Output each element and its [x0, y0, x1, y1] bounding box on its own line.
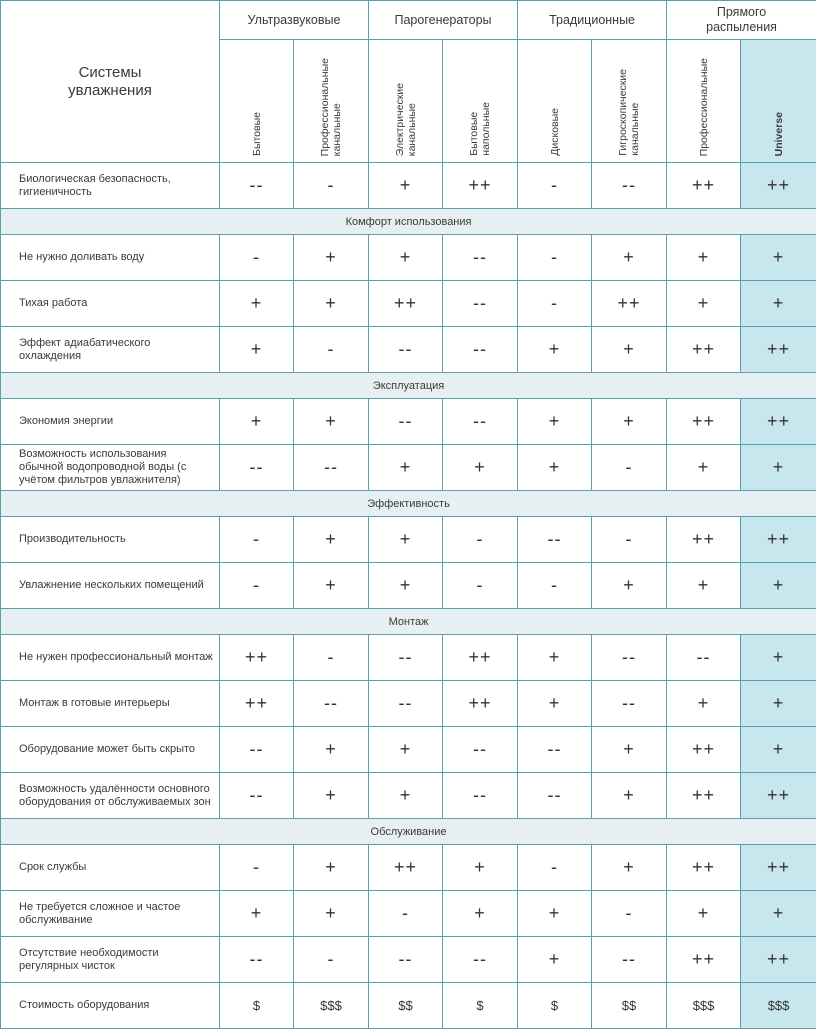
row-label: Не нужен профессиональный монтаж: [1, 635, 220, 681]
section-title: Обслуживание: [1, 819, 816, 845]
group-header-2: Парогенераторы: [369, 1, 518, 40]
rating-cell: +: [369, 445, 443, 491]
rating-cell: +: [518, 445, 592, 491]
rating-cell: --: [592, 163, 667, 209]
table-row: [1, 445, 816, 491]
row-label: Биологическая безопасность, гигиеничность: [1, 163, 220, 209]
rating-cell: -: [518, 281, 592, 327]
rating-cell: +: [741, 891, 816, 937]
rating-cell: $: [220, 983, 294, 1029]
column-header-6: [592, 40, 667, 163]
rating-cell: --: [592, 681, 667, 727]
rating-cell: $: [518, 983, 592, 1029]
rating-cell: +: [667, 891, 741, 937]
rating-cell: ++: [667, 327, 741, 373]
column-header-label: Профессиональные: [698, 58, 710, 156]
column-header-1: [220, 40, 294, 163]
rating-cell: ++: [667, 517, 741, 563]
rating-cell: +: [741, 563, 816, 609]
rating-cell: ++: [592, 281, 667, 327]
rating-cell: +: [741, 681, 816, 727]
section-row: [1, 491, 816, 517]
rating-cell: +: [294, 563, 369, 609]
rating-cell: +: [741, 235, 816, 281]
rating-cell: -: [518, 235, 592, 281]
column-header-5: [518, 40, 592, 163]
column-header-4: [443, 40, 518, 163]
column-header-label: Бытовые напольные: [468, 102, 492, 156]
rating-cell: ++: [741, 517, 816, 563]
rating-cell: --: [667, 635, 741, 681]
row-label: Эффект адиабатического охлаждения: [1, 327, 220, 373]
column-header-3: [369, 40, 443, 163]
rating-cell: -: [592, 891, 667, 937]
section-row: [1, 609, 816, 635]
column-header-label: Электрические канальные: [394, 83, 418, 156]
table-row: [1, 727, 816, 773]
section-row: [1, 373, 816, 399]
rating-cell: +: [443, 891, 518, 937]
rating-cell: --: [369, 399, 443, 445]
rating-cell: +: [369, 773, 443, 819]
rating-cell: +: [294, 845, 369, 891]
row-label: Срок службы: [1, 845, 220, 891]
rating-cell: +: [220, 891, 294, 937]
table-row: [1, 635, 816, 681]
rating-cell: --: [592, 635, 667, 681]
row-label: Стоимость оборудования: [1, 983, 220, 1029]
rating-cell: --: [220, 937, 294, 983]
rating-cell: -: [294, 635, 369, 681]
rating-cell: ++: [667, 845, 741, 891]
rating-cell: ++: [741, 163, 816, 209]
rating-cell: +: [667, 281, 741, 327]
rating-cell: --: [294, 445, 369, 491]
rating-cell: ++: [443, 635, 518, 681]
rating-cell: --: [443, 235, 518, 281]
table-row: [1, 845, 816, 891]
rating-cell: +: [294, 517, 369, 563]
section-title: Эксплуатация: [1, 373, 816, 399]
table-row: [1, 563, 816, 609]
row-label: Монтаж в готовые интерьеры: [1, 681, 220, 727]
table-row: [1, 235, 816, 281]
rating-cell: --: [369, 681, 443, 727]
rating-cell: $$$: [294, 983, 369, 1029]
rating-cell: +: [294, 773, 369, 819]
rating-cell: +: [741, 635, 816, 681]
rating-cell: ++: [369, 845, 443, 891]
rating-cell: --: [220, 163, 294, 209]
rating-cell: +: [220, 399, 294, 445]
rating-cell: +: [294, 399, 369, 445]
table-row: [1, 327, 816, 373]
rating-cell: -: [369, 891, 443, 937]
rating-cell: $$$: [741, 983, 816, 1029]
column-header-8: [741, 40, 816, 163]
rating-cell: ++: [443, 163, 518, 209]
row-label: Экономия энергии: [1, 399, 220, 445]
rating-cell: +: [220, 281, 294, 327]
rating-cell: --: [443, 937, 518, 983]
rating-cell: +: [518, 891, 592, 937]
table-title-text: Системы увлажнения: [55, 64, 165, 100]
rating-cell: +: [518, 937, 592, 983]
rating-cell: ++: [741, 773, 816, 819]
table-row: [1, 281, 816, 327]
rating-cell: ++: [741, 399, 816, 445]
rating-cell: -: [518, 845, 592, 891]
rating-cell: ++: [741, 327, 816, 373]
rating-cell: +: [294, 281, 369, 327]
group-header-row: [1, 1, 816, 40]
table-header: [1, 1, 816, 163]
column-header-label: Universe: [773, 112, 785, 156]
table-row: [1, 983, 816, 1029]
row-label: Увлажнение нескольких помещений: [1, 563, 220, 609]
table-row: [1, 937, 816, 983]
rating-cell: -: [518, 563, 592, 609]
rating-cell: ++: [741, 937, 816, 983]
rating-cell: -: [220, 563, 294, 609]
rating-cell: --: [443, 773, 518, 819]
rating-cell: -: [294, 327, 369, 373]
rating-cell: --: [518, 727, 592, 773]
rating-cell: ++: [220, 635, 294, 681]
table-row: [1, 773, 816, 819]
rating-cell: ++: [369, 281, 443, 327]
table-row: [1, 163, 816, 209]
rating-cell: +: [667, 681, 741, 727]
rating-cell: --: [220, 445, 294, 491]
rating-cell: +: [741, 445, 816, 491]
rating-cell: -: [294, 937, 369, 983]
group-header-3: Традиционные: [518, 1, 667, 40]
table-title: [1, 1, 220, 163]
rating-cell: +: [741, 727, 816, 773]
rating-cell: --: [443, 281, 518, 327]
rating-cell: -: [518, 163, 592, 209]
rating-cell: +: [220, 327, 294, 373]
rating-cell: ++: [667, 937, 741, 983]
rating-cell: +: [294, 727, 369, 773]
rating-cell: --: [369, 937, 443, 983]
rating-cell: ++: [741, 845, 816, 891]
rating-cell: +: [369, 563, 443, 609]
rating-cell: +: [667, 235, 741, 281]
rating-cell: -: [220, 845, 294, 891]
rating-cell: +: [592, 235, 667, 281]
section-row: [1, 819, 816, 845]
rating-cell: --: [518, 517, 592, 563]
rating-cell: --: [443, 399, 518, 445]
rating-cell: ++: [667, 727, 741, 773]
group-header-1: Ультразвуковые: [220, 1, 369, 40]
rating-cell: ++: [667, 399, 741, 445]
section-title: Монтаж: [1, 609, 816, 635]
rating-cell: -: [592, 445, 667, 491]
column-header-label: Гигроскопические канальные: [617, 69, 641, 156]
rating-cell: +: [592, 845, 667, 891]
rating-cell: +: [592, 773, 667, 819]
rating-cell: +: [369, 163, 443, 209]
column-header-2: [294, 40, 369, 163]
rating-cell: --: [220, 773, 294, 819]
rating-cell: --: [518, 773, 592, 819]
row-label: Отсутствие необходимости регулярных чисток: [1, 937, 220, 983]
rating-cell: ++: [667, 163, 741, 209]
rating-cell: +: [443, 845, 518, 891]
row-label: Тихая работа: [1, 281, 220, 327]
rating-cell: ++: [667, 773, 741, 819]
rating-cell: -: [443, 517, 518, 563]
row-label: Не требуется сложное и частое обслуживание: [1, 891, 220, 937]
rating-cell: +: [518, 399, 592, 445]
rating-cell: -: [592, 517, 667, 563]
rating-cell: +: [592, 727, 667, 773]
rating-cell: +: [667, 445, 741, 491]
rating-cell: -: [443, 563, 518, 609]
rating-cell: +: [667, 563, 741, 609]
section-row: [1, 209, 816, 235]
rating-cell: $$$: [667, 983, 741, 1029]
rating-cell: $$: [592, 983, 667, 1029]
row-label: Не нужно доливать воду: [1, 235, 220, 281]
rating-cell: +: [592, 327, 667, 373]
rating-cell: ++: [443, 681, 518, 727]
rating-cell: $: [443, 983, 518, 1029]
column-header-7: [667, 40, 741, 163]
rating-cell: --: [294, 681, 369, 727]
table-body: [1, 163, 816, 1029]
rating-cell: +: [369, 727, 443, 773]
column-header-label: Профессиональные канальные: [319, 58, 343, 156]
section-title: Эффективность: [1, 491, 816, 517]
rating-cell: --: [369, 327, 443, 373]
table-row: [1, 891, 816, 937]
rating-cell: ++: [220, 681, 294, 727]
rating-cell: +: [741, 281, 816, 327]
rating-cell: -: [220, 517, 294, 563]
rating-cell: -: [294, 163, 369, 209]
rating-cell: --: [443, 327, 518, 373]
row-label: Производительность: [1, 517, 220, 563]
rating-cell: -: [220, 235, 294, 281]
row-label: Оборудование может быть скрыто: [1, 727, 220, 773]
rating-cell: --: [369, 635, 443, 681]
rating-cell: +: [369, 235, 443, 281]
rating-cell: +: [518, 327, 592, 373]
rating-cell: +: [518, 635, 592, 681]
table-row: [1, 399, 816, 445]
group-header-4: Прямого распыления: [667, 1, 816, 40]
rating-cell: +: [369, 517, 443, 563]
rating-cell: +: [518, 681, 592, 727]
table-row: [1, 517, 816, 563]
rating-cell: +: [592, 399, 667, 445]
rating-cell: $$: [369, 983, 443, 1029]
column-header-label: Дисковые: [549, 108, 561, 156]
rating-cell: +: [294, 891, 369, 937]
section-title: Комфорт использования: [1, 209, 816, 235]
row-label: Возможность удалённости основного оборудования от обслуживаемых зон: [1, 773, 220, 819]
row-label: Возможность использования обычной водопроводной воды (с учётом фильтров увлажнителя): [1, 445, 220, 491]
rating-cell: +: [592, 563, 667, 609]
rating-cell: --: [592, 937, 667, 983]
column-header-label: Бытовые: [251, 112, 263, 156]
rating-cell: --: [220, 727, 294, 773]
rating-cell: +: [294, 235, 369, 281]
rating-cell: --: [443, 727, 518, 773]
table-row: [1, 681, 816, 727]
rating-cell: +: [443, 445, 518, 491]
